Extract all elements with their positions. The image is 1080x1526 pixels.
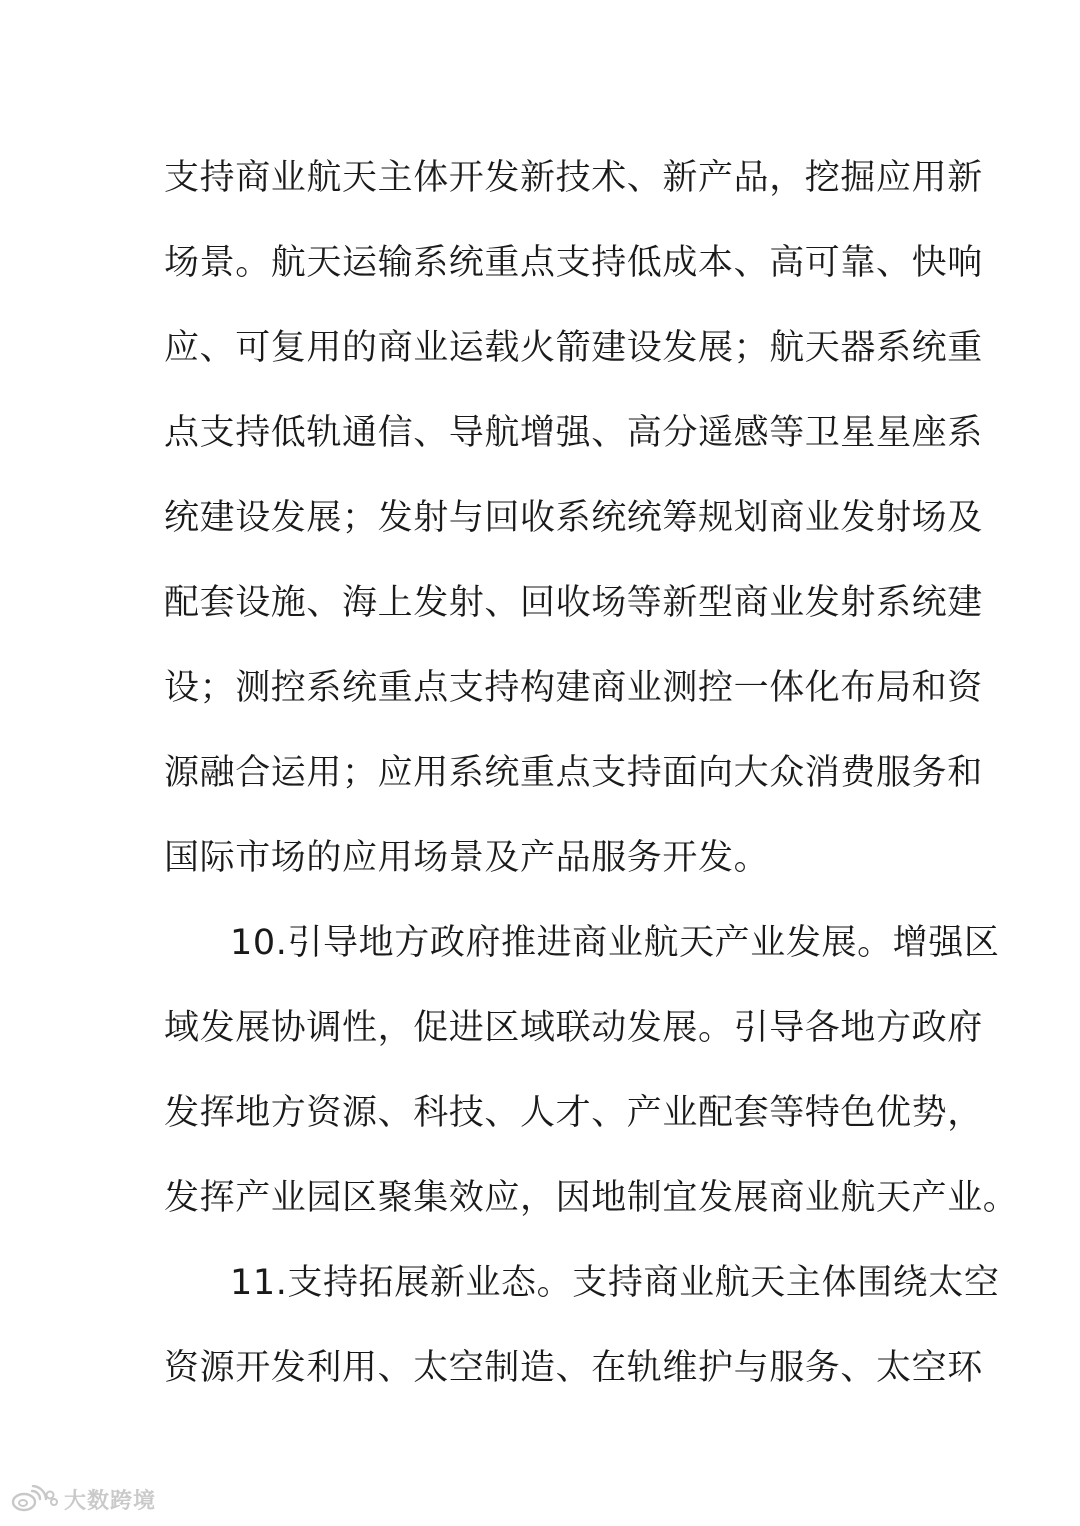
text-line: 应、可复用的商业运载火箭建设发展；航天器系统重 — [164, 328, 983, 368]
watermark — [10, 1484, 156, 1514]
paragraph-heading-11: 11.支持拓展新业态。支持商业航天主体围绕太空 — [230, 1263, 1000, 1303]
text-line: 场景。航天运输系统重点支持低成本、高可靠、快响 — [164, 243, 983, 283]
text-line: 点支持低轨通信、导航增强、高分遥感等卫星星座系 — [164, 413, 983, 453]
text-line: 国际市场的应用场景及产品服务开发。 — [164, 838, 770, 878]
sina-weibo-logo-icon — [10, 1485, 58, 1513]
watermark-text: 大数跨境 — [64, 1488, 157, 1514]
text-line: 域发展协调性，促进区域联动发展。引导各地方政府 — [164, 1008, 983, 1048]
text-line: 支持商业航天主体开发新技术、新产品，挖掘应用新 — [164, 158, 983, 198]
text-line: 发挥地方资源、科技、人才、产业配套等特色优势， — [164, 1093, 983, 1133]
text-line: 统建设发展；发射与回收系统统筹规划商业发射场及 — [164, 498, 983, 538]
text-line: 设；测控系统重点支持构建商业测控一体化布局和资 — [164, 668, 983, 708]
text-line: 资源开发利用、太空制造、在轨维护与服务、太空环 — [164, 1348, 983, 1388]
paragraph-heading-10: 10.引导地方政府推进商业航天产业发展。增强区 — [230, 923, 1000, 963]
text-line: 发挥产业园区聚集效应，因地制宜发展商业航天产业。 — [164, 1178, 1019, 1218]
text-line: 配套设施、海上发射、回收场等新型商业发射系统建 — [164, 583, 983, 623]
text-line: 源融合运用；应用系统重点支持面向大众消费服务和 — [164, 753, 983, 793]
